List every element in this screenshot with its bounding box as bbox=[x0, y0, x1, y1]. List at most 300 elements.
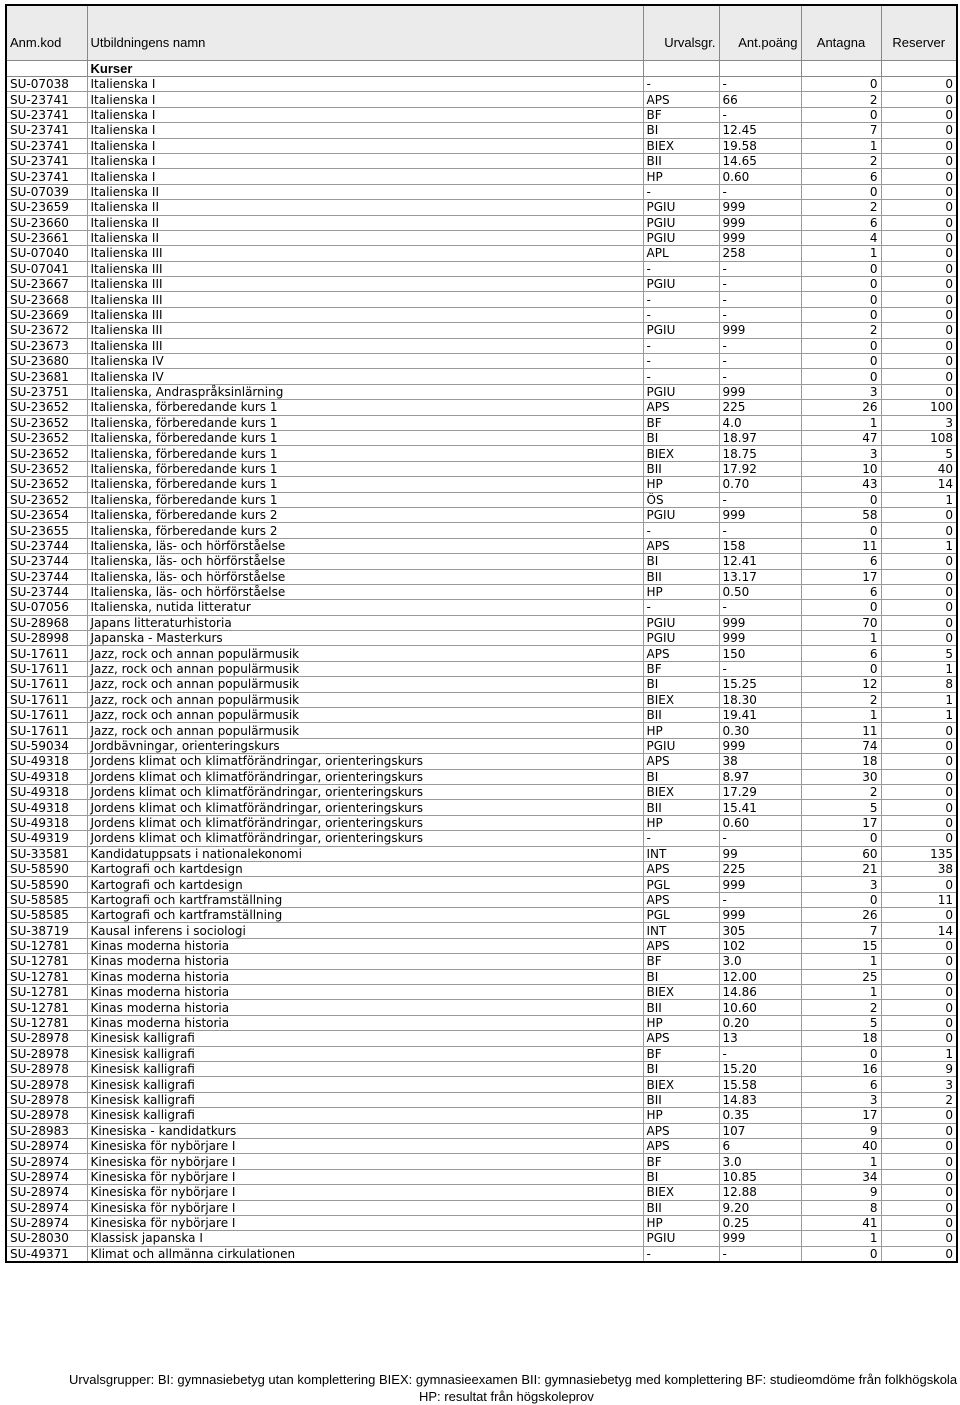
cell-reserver: 0 bbox=[881, 723, 957, 738]
cell-reserver: 0 bbox=[881, 908, 957, 923]
cell-antagna: 0 bbox=[801, 661, 881, 676]
cell-ant-poang: 15.58 bbox=[719, 1077, 801, 1092]
table-row bbox=[6, 200, 957, 215]
cell-reserver: 0 bbox=[881, 523, 957, 538]
header-reserver: Reserver bbox=[881, 5, 957, 61]
cell-antagna: 0 bbox=[801, 77, 881, 92]
cell-anm-kod: SU-28998 bbox=[6, 631, 87, 646]
cell-anm-kod: SU-23659 bbox=[6, 200, 87, 215]
table-row bbox=[6, 277, 957, 292]
cell-urvalsgr: HP bbox=[643, 169, 719, 184]
cell-ant-poang: 12.41 bbox=[719, 554, 801, 569]
cell-antagna: 7 bbox=[801, 923, 881, 938]
cell-ant-poang: - bbox=[719, 523, 801, 538]
cell-ant-poang: 107 bbox=[719, 1123, 801, 1138]
table-row bbox=[6, 1000, 957, 1015]
cell-reserver: 14 bbox=[881, 477, 957, 492]
table-row bbox=[6, 1108, 957, 1123]
table-row bbox=[6, 1046, 957, 1061]
cell-urvalsgr: BII bbox=[643, 153, 719, 168]
cell-utbildning: Italienska II bbox=[87, 215, 643, 230]
cell-ant-poang: 0.60 bbox=[719, 815, 801, 830]
cell-ant-poang: 0.60 bbox=[719, 169, 801, 184]
cell-reserver: 1 bbox=[881, 692, 957, 707]
cell-urvalsgr: BF bbox=[643, 107, 719, 122]
cell-urvalsgr: - bbox=[643, 307, 719, 322]
cell-antagna: 5 bbox=[801, 1015, 881, 1030]
cell-anm-kod: SU-23744 bbox=[6, 584, 87, 599]
cell-urvalsgr: BII bbox=[643, 1200, 719, 1215]
table-row bbox=[6, 1092, 957, 1107]
cell-utbildning: Kinesiska - kandidatkurs bbox=[87, 1123, 643, 1138]
cell-utbildning: Italienska III bbox=[87, 246, 643, 261]
cell-urvalsgr: BI bbox=[643, 769, 719, 784]
cell-ant-poang: 999 bbox=[719, 384, 801, 399]
cell-antagna: 18 bbox=[801, 1031, 881, 1046]
cell-ant-poang: - bbox=[719, 338, 801, 353]
cell-urvalsgr: PGIU bbox=[643, 631, 719, 646]
cell-utbildning: Kinas moderna historia bbox=[87, 938, 643, 953]
cell-ant-poang: 225 bbox=[719, 400, 801, 415]
table-row bbox=[6, 292, 957, 307]
cell-urvalsgr: PGIU bbox=[643, 323, 719, 338]
cell-ant-poang: 102 bbox=[719, 938, 801, 953]
table-row bbox=[6, 938, 957, 953]
cell-anm-kod: SU-23652 bbox=[6, 446, 87, 461]
cell-urvalsgr: INT bbox=[643, 923, 719, 938]
table-row bbox=[6, 600, 957, 615]
cell-utbildning: Italienska, läs- och hörförståelse bbox=[87, 584, 643, 599]
cell-antagna: 6 bbox=[801, 554, 881, 569]
cell-antagna: 2 bbox=[801, 200, 881, 215]
table-row bbox=[6, 307, 957, 322]
cell-utbildning: Italienska, läs- och hörförståelse bbox=[87, 569, 643, 584]
cell-reserver: 0 bbox=[881, 323, 957, 338]
cell-utbildning: Kinas moderna historia bbox=[87, 985, 643, 1000]
cell-anm-kod: SU-28978 bbox=[6, 1108, 87, 1123]
cell-antagna: 0 bbox=[801, 292, 881, 307]
cell-antagna: 25 bbox=[801, 969, 881, 984]
cell-utbildning: Kinesisk kalligrafi bbox=[87, 1062, 643, 1077]
cell-antagna: 40 bbox=[801, 1138, 881, 1153]
cell-anm-kod: SU-23744 bbox=[6, 554, 87, 569]
cell-antagna: 18 bbox=[801, 754, 881, 769]
cell-ant-poang: 225 bbox=[719, 861, 801, 876]
cell-antagna: 7 bbox=[801, 123, 881, 138]
cell-utbildning: Italienska, förberedande kurs 1 bbox=[87, 461, 643, 476]
table-row bbox=[6, 815, 957, 830]
cell-reserver: 0 bbox=[881, 1000, 957, 1015]
cell-reserver: 0 bbox=[881, 184, 957, 199]
cell-utbildning: Italienska, förberedande kurs 1 bbox=[87, 430, 643, 445]
cell-reserver: 0 bbox=[881, 738, 957, 753]
cell-ant-poang: 158 bbox=[719, 538, 801, 553]
cell-ant-poang: 8.97 bbox=[719, 769, 801, 784]
cell-antagna: 0 bbox=[801, 831, 881, 846]
cell-ant-poang: 12.45 bbox=[719, 123, 801, 138]
cell-utbildning: Kinesisk kalligrafi bbox=[87, 1031, 643, 1046]
cell-anm-kod: SU-23661 bbox=[6, 230, 87, 245]
cell-urvalsgr: PGIU bbox=[643, 215, 719, 230]
cell-antagna: 2 bbox=[801, 784, 881, 799]
cell-antagna: 12 bbox=[801, 677, 881, 692]
table-row bbox=[6, 169, 957, 184]
cell-anm-kod: SU-17611 bbox=[6, 646, 87, 661]
cell-utbildning: Italienska, förberedande kurs 2 bbox=[87, 507, 643, 522]
cell-ant-poang: 38 bbox=[719, 754, 801, 769]
cell-anm-kod: SU-12781 bbox=[6, 954, 87, 969]
cell-anm-kod: SU-12781 bbox=[6, 1015, 87, 1030]
cell-urvalsgr: BF bbox=[643, 1046, 719, 1061]
cell-urvalsgr: INT bbox=[643, 846, 719, 861]
cell-anm-kod: SU-49371 bbox=[6, 1246, 87, 1262]
cell-anm-kod: SU-07038 bbox=[6, 77, 87, 92]
cell-utbildning: Italienska I bbox=[87, 107, 643, 122]
cell-ant-poang: 19.58 bbox=[719, 138, 801, 153]
cell-antagna: 43 bbox=[801, 477, 881, 492]
table-row bbox=[6, 1077, 957, 1092]
cell-reserver: 0 bbox=[881, 1108, 957, 1123]
table-row bbox=[6, 400, 957, 415]
cell-antagna: 1 bbox=[801, 415, 881, 430]
table-row bbox=[6, 784, 957, 799]
cell-anm-kod: SU-07040 bbox=[6, 246, 87, 261]
cell-urvalsgr: APS bbox=[643, 400, 719, 415]
cell-utbildning: Kartografi och kartframställning bbox=[87, 892, 643, 907]
cell-ant-poang: - bbox=[719, 184, 801, 199]
cell-anm-kod: SU-12781 bbox=[6, 985, 87, 1000]
table-row bbox=[6, 1246, 957, 1262]
cell-urvalsgr: BI bbox=[643, 1169, 719, 1184]
cell-ant-poang: 0.70 bbox=[719, 477, 801, 492]
cell-reserver: 0 bbox=[881, 92, 957, 107]
subheader-blank bbox=[881, 61, 957, 77]
cell-antagna: 17 bbox=[801, 569, 881, 584]
cell-anm-kod: SU-23673 bbox=[6, 338, 87, 353]
cell-utbildning: Italienska, förberedande kurs 1 bbox=[87, 492, 643, 507]
cell-reserver: 0 bbox=[881, 938, 957, 953]
table-row bbox=[6, 738, 957, 753]
cell-utbildning: Italienska III bbox=[87, 307, 643, 322]
table-row bbox=[6, 538, 957, 553]
table-row bbox=[6, 446, 957, 461]
cell-anm-kod: SU-28974 bbox=[6, 1169, 87, 1184]
table-row bbox=[6, 923, 957, 938]
cell-utbildning: Klassisk japanska I bbox=[87, 1231, 643, 1246]
cell-anm-kod: SU-49318 bbox=[6, 769, 87, 784]
table-row bbox=[6, 708, 957, 723]
cell-ant-poang: 999 bbox=[719, 215, 801, 230]
cell-reserver: 100 bbox=[881, 400, 957, 415]
cell-utbildning: Italienska, förberedande kurs 1 bbox=[87, 446, 643, 461]
cell-utbildning: Italienska I bbox=[87, 77, 643, 92]
cell-utbildning: Kartografi och kartdesign bbox=[87, 861, 643, 876]
table-row bbox=[6, 877, 957, 892]
cell-utbildning: Kinas moderna historia bbox=[87, 969, 643, 984]
cell-utbildning: Jordens klimat och klimatförändringar, orienteringskurs bbox=[87, 815, 643, 830]
cell-utbildning: Jazz, rock och annan populärmusik bbox=[87, 646, 643, 661]
table-row bbox=[6, 138, 957, 153]
cell-antagna: 0 bbox=[801, 184, 881, 199]
cell-utbildning: Italienska I bbox=[87, 123, 643, 138]
cell-reserver: 0 bbox=[881, 969, 957, 984]
subheader-blank bbox=[719, 61, 801, 77]
cell-utbildning: Japans litteraturhistoria bbox=[87, 615, 643, 630]
table-row bbox=[6, 1185, 957, 1200]
cell-reserver: 0 bbox=[881, 354, 957, 369]
cell-reserver: 0 bbox=[881, 123, 957, 138]
cell-antagna: 34 bbox=[801, 1169, 881, 1184]
cell-anm-kod: SU-28974 bbox=[6, 1138, 87, 1153]
cell-urvalsgr: - bbox=[643, 338, 719, 353]
cell-utbildning: Italienska I bbox=[87, 153, 643, 168]
cell-ant-poang: 0.25 bbox=[719, 1215, 801, 1230]
table-row bbox=[6, 646, 957, 661]
cell-antagna: 6 bbox=[801, 646, 881, 661]
cell-utbildning: Kinesiska för nybörjare I bbox=[87, 1154, 643, 1169]
cell-ant-poang: 10.85 bbox=[719, 1169, 801, 1184]
table-row bbox=[6, 523, 957, 538]
cell-ant-poang: 150 bbox=[719, 646, 801, 661]
cell-ant-poang: 0.20 bbox=[719, 1015, 801, 1030]
cell-reserver: 0 bbox=[881, 1031, 957, 1046]
table-row bbox=[6, 631, 957, 646]
table-row bbox=[6, 985, 957, 1000]
cell-urvalsgr: HP bbox=[643, 815, 719, 830]
table-row bbox=[6, 153, 957, 168]
cell-utbildning: Jordens klimat och klimatförändringar, orienteringskurs bbox=[87, 769, 643, 784]
cell-utbildning: Kinesisk kalligrafi bbox=[87, 1046, 643, 1061]
table-row bbox=[6, 892, 957, 907]
cell-utbildning: Kausal inferens i sociologi bbox=[87, 923, 643, 938]
cell-antagna: 26 bbox=[801, 400, 881, 415]
cell-ant-poang: - bbox=[719, 600, 801, 615]
cell-antagna: 0 bbox=[801, 261, 881, 276]
cell-reserver: 0 bbox=[881, 1169, 957, 1184]
cell-reserver: 1 bbox=[881, 492, 957, 507]
cell-ant-poang: 17.92 bbox=[719, 461, 801, 476]
cell-ant-poang: - bbox=[719, 277, 801, 292]
cell-utbildning: Jazz, rock och annan populärmusik bbox=[87, 708, 643, 723]
cell-urvalsgr: APS bbox=[643, 1123, 719, 1138]
table-row bbox=[6, 369, 957, 384]
table-row bbox=[6, 969, 957, 984]
cell-urvalsgr: PGIU bbox=[643, 1231, 719, 1246]
cell-reserver: 2 bbox=[881, 1092, 957, 1107]
table-row bbox=[6, 861, 957, 876]
cell-antagna: 11 bbox=[801, 723, 881, 738]
cell-reserver: 0 bbox=[881, 107, 957, 122]
cell-reserver: 0 bbox=[881, 754, 957, 769]
cell-urvalsgr: BI bbox=[643, 969, 719, 984]
cell-urvalsgr: HP bbox=[643, 1108, 719, 1123]
cell-utbildning: Jordens klimat och klimatförändringar, orienteringskurs bbox=[87, 800, 643, 815]
cell-urvalsgr: PGL bbox=[643, 877, 719, 892]
cell-utbildning: Italienska II bbox=[87, 230, 643, 245]
cell-anm-kod: SU-49318 bbox=[6, 784, 87, 799]
cell-urvalsgr: - bbox=[643, 831, 719, 846]
cell-ant-poang: 999 bbox=[719, 908, 801, 923]
cell-reserver: 108 bbox=[881, 430, 957, 445]
cell-antagna: 1 bbox=[801, 954, 881, 969]
table-row bbox=[6, 1123, 957, 1138]
cell-antagna: 5 bbox=[801, 800, 881, 815]
cell-ant-poang: 999 bbox=[719, 200, 801, 215]
cell-anm-kod: SU-28974 bbox=[6, 1200, 87, 1215]
table-row bbox=[6, 846, 957, 861]
cell-ant-poang: 13 bbox=[719, 1031, 801, 1046]
cell-anm-kod: SU-23741 bbox=[6, 107, 87, 122]
cell-ant-poang: 13.17 bbox=[719, 569, 801, 584]
legend-line-2: HP: resultat från högskoleprov bbox=[419, 1389, 594, 1404]
cell-ant-poang: 15.41 bbox=[719, 800, 801, 815]
cell-antagna: 1 bbox=[801, 631, 881, 646]
cell-reserver: 0 bbox=[881, 261, 957, 276]
cell-anm-kod: SU-07039 bbox=[6, 184, 87, 199]
cell-utbildning: Italienska I bbox=[87, 138, 643, 153]
cell-urvalsgr: BF bbox=[643, 1154, 719, 1169]
cell-utbildning: Kinesisk kalligrafi bbox=[87, 1108, 643, 1123]
subheader-blank bbox=[6, 61, 87, 77]
cell-reserver: 0 bbox=[881, 215, 957, 230]
cell-anm-kod: SU-28978 bbox=[6, 1031, 87, 1046]
cell-anm-kod: SU-28030 bbox=[6, 1231, 87, 1246]
cell-antagna: 0 bbox=[801, 492, 881, 507]
cell-urvalsgr: APL bbox=[643, 246, 719, 261]
table-row bbox=[6, 107, 957, 122]
cell-utbildning: Kinesiska för nybörjare I bbox=[87, 1185, 643, 1200]
cell-ant-poang: 14.86 bbox=[719, 985, 801, 1000]
cell-reserver: 0 bbox=[881, 584, 957, 599]
table-row bbox=[6, 77, 957, 92]
cell-reserver: 0 bbox=[881, 277, 957, 292]
cell-urvalsgr: PGIU bbox=[643, 507, 719, 522]
subheader-blank bbox=[801, 61, 881, 77]
cell-anm-kod: SU-23652 bbox=[6, 477, 87, 492]
cell-antagna: 0 bbox=[801, 354, 881, 369]
cell-utbildning: Klimat och allmänna cirkulationen bbox=[87, 1246, 643, 1262]
cell-utbildning: Kinesiska för nybörjare I bbox=[87, 1215, 643, 1230]
cell-utbildning: Jordens klimat och klimatförändringar, orienteringskurs bbox=[87, 831, 643, 846]
cell-antagna: 70 bbox=[801, 615, 881, 630]
table-row bbox=[6, 1031, 957, 1046]
cell-utbildning: Kinas moderna historia bbox=[87, 1015, 643, 1030]
cell-utbildning: Kandidatuppsats i nationalekonomi bbox=[87, 846, 643, 861]
cell-urvalsgr: APS bbox=[643, 938, 719, 953]
cell-urvalsgr: - bbox=[643, 523, 719, 538]
cell-antagna: 2 bbox=[801, 1000, 881, 1015]
cell-urvalsgr: HP bbox=[643, 1215, 719, 1230]
cell-anm-kod: SU-58585 bbox=[6, 892, 87, 907]
table-row bbox=[6, 338, 957, 353]
cell-utbildning: Italienska, Andraspråksinlärning bbox=[87, 384, 643, 399]
cell-ant-poang: - bbox=[719, 1046, 801, 1061]
table-row bbox=[6, 554, 957, 569]
cell-utbildning: Italienska IV bbox=[87, 354, 643, 369]
cell-ant-poang: 6 bbox=[719, 1138, 801, 1153]
cell-anm-kod: SU-23744 bbox=[6, 569, 87, 584]
cell-anm-kod: SU-23741 bbox=[6, 169, 87, 184]
cell-reserver: 9 bbox=[881, 1062, 957, 1077]
cell-reserver: 0 bbox=[881, 77, 957, 92]
table-row bbox=[6, 908, 957, 923]
cell-urvalsgr: - bbox=[643, 354, 719, 369]
cell-antagna: 10 bbox=[801, 461, 881, 476]
cell-urvalsgr: PGIU bbox=[643, 738, 719, 753]
table-row bbox=[6, 507, 957, 522]
cell-urvalsgr: BI bbox=[643, 430, 719, 445]
cell-antagna: 9 bbox=[801, 1185, 881, 1200]
cell-utbildning: Kartografi och kartdesign bbox=[87, 877, 643, 892]
cell-antagna: 1 bbox=[801, 1231, 881, 1246]
cell-utbildning: Kinesisk kalligrafi bbox=[87, 1077, 643, 1092]
cell-antagna: 2 bbox=[801, 92, 881, 107]
cell-urvalsgr: BIEX bbox=[643, 1185, 719, 1200]
cell-anm-kod: SU-23667 bbox=[6, 277, 87, 292]
cell-ant-poang: 3.0 bbox=[719, 1154, 801, 1169]
cell-urvalsgr: - bbox=[643, 77, 719, 92]
cell-utbildning: Italienska I bbox=[87, 169, 643, 184]
cell-antagna: 2 bbox=[801, 323, 881, 338]
cell-ant-poang: 305 bbox=[719, 923, 801, 938]
cell-anm-kod: SU-17611 bbox=[6, 708, 87, 723]
cell-antagna: 8 bbox=[801, 1200, 881, 1215]
cell-antagna: 41 bbox=[801, 1215, 881, 1230]
cell-utbildning: Italienska I bbox=[87, 92, 643, 107]
cell-utbildning: Italienska III bbox=[87, 323, 643, 338]
table-row bbox=[6, 723, 957, 738]
table-row bbox=[6, 769, 957, 784]
cell-reserver: 14 bbox=[881, 923, 957, 938]
cell-utbildning: Italienska II bbox=[87, 200, 643, 215]
table-row bbox=[6, 677, 957, 692]
cell-ant-poang: 12.00 bbox=[719, 969, 801, 984]
cell-antagna: 3 bbox=[801, 877, 881, 892]
cell-reserver: 0 bbox=[881, 615, 957, 630]
cell-anm-kod: SU-28974 bbox=[6, 1215, 87, 1230]
cell-antagna: 6 bbox=[801, 584, 881, 599]
cell-anm-kod: SU-23652 bbox=[6, 415, 87, 430]
subheader-blank bbox=[643, 61, 719, 77]
cell-ant-poang: - bbox=[719, 661, 801, 676]
cell-anm-kod: SU-28968 bbox=[6, 615, 87, 630]
cell-antagna: 0 bbox=[801, 338, 881, 353]
cell-ant-poang: 66 bbox=[719, 92, 801, 107]
cell-urvalsgr: APS bbox=[643, 92, 719, 107]
cell-reserver: 0 bbox=[881, 338, 957, 353]
cell-utbildning: Italienska, förberedande kurs 2 bbox=[87, 523, 643, 538]
cell-urvalsgr: BI bbox=[643, 554, 719, 569]
cell-utbildning: Kinesiska för nybörjare I bbox=[87, 1169, 643, 1184]
table-row bbox=[6, 1231, 957, 1246]
cell-reserver: 0 bbox=[881, 138, 957, 153]
cell-reserver: 0 bbox=[881, 954, 957, 969]
cell-anm-kod: SU-49319 bbox=[6, 831, 87, 846]
cell-reserver: 38 bbox=[881, 861, 957, 876]
cell-antagna: 3 bbox=[801, 446, 881, 461]
cell-anm-kod: SU-58585 bbox=[6, 908, 87, 923]
legend-line-1: Urvalsgrupper: BI: gymnasiebetyg utan komplettering BIEX: gymnasieexamen BII: gymnasiebetyg med komplettering BF: studieomdöme från folkhögskola bbox=[69, 1372, 958, 1387]
cell-urvalsgr: HP bbox=[643, 477, 719, 492]
cell-reserver: 0 bbox=[881, 600, 957, 615]
table-row bbox=[6, 123, 957, 138]
table-row bbox=[6, 661, 957, 676]
cell-ant-poang: - bbox=[719, 492, 801, 507]
cell-ant-poang: 18.30 bbox=[719, 692, 801, 707]
cell-urvalsgr: BIEX bbox=[643, 138, 719, 153]
table-row bbox=[6, 384, 957, 399]
cell-ant-poang: 0.50 bbox=[719, 584, 801, 599]
